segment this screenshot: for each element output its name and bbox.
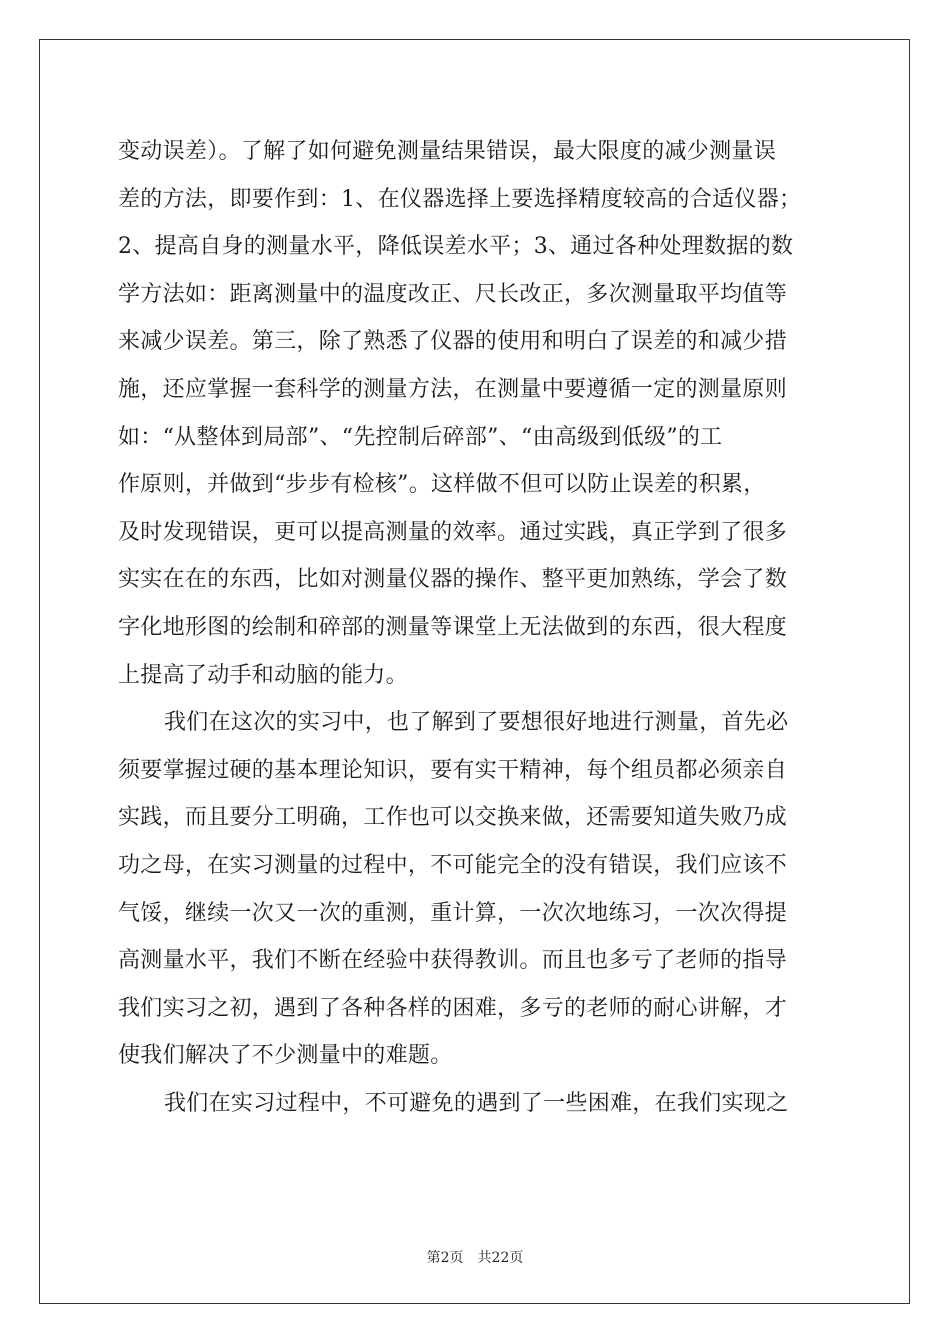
page-total: 共22页	[477, 1250, 524, 1266]
text-line: 及时发现错误，更可以提高测量的效率。通过实践，真正学到了很多	[118, 519, 788, 545]
text-line: 我们实习之初，遇到了各种各样的困难，多亏的老师的耐心讲解，才	[118, 995, 788, 1021]
text-line: 2、提高自身的测量水平，降低误差水平；3、通过各种处理数据的数	[118, 234, 794, 260]
text-line: 施，还应掌握一套科学的测量方法，在测量中要遵循一定的测量原则	[118, 376, 788, 402]
document-body	[118, 128, 838, 1127]
text-line: 作原则，并做到“步步有检核”。这样做不但可以防止误差的积累，	[118, 472, 766, 498]
text-line: 差的方法，即要作到：1、在仪器选择上要选择精度较高的合适仪器；	[118, 186, 802, 212]
text-line: 实践，而且要分工明确，工作也可以交换来做，还需要知道失败乃成	[118, 805, 788, 831]
text-line: 使我们解决了不少测量中的难题。	[118, 1043, 453, 1069]
text-line: 功之母，在实习测量的过程中，不可能完全的没有错误，我们应该不	[118, 852, 788, 878]
text-line: 气馁，继续一次又一次的重测，重计算，一次次地练习，一次次得提	[118, 900, 788, 926]
text-line: 字化地形图的绘制和碎部的测量等课堂上无法做到的东西，很大程度	[118, 614, 788, 640]
text-line: 高测量水平，我们不断在经验中获得教训。而且也多亏了老师的指导	[118, 948, 788, 974]
text-line: 须要掌握过硬的基本理论知识，要有实干精神，每个组员都必须亲自	[118, 757, 788, 783]
text-line: 上提高了动手和动脑的能力。	[118, 662, 408, 688]
paragraph-start-line: 我们在实习过程中，不可避免的遇到了一些困难，在我们实现之	[164, 1090, 789, 1116]
paragraph-start-line: 我们在这次的实习中，也了解到了要想很好地进行测量，首先必	[164, 710, 789, 736]
text-line: 学方法如：距离测量中的温度改正、尺长改正，多次测量取平均值等	[118, 281, 788, 307]
text-line: 实实在在的东西，比如对测量仪器的操作、整平更加熟练，学会了数	[118, 567, 788, 593]
page-number: 第2页	[426, 1250, 464, 1266]
text-line: 如：“从整体到局部”、“先控制后碎部”、“由高级到低级”的工	[118, 424, 723, 450]
page-footer	[0, 1247, 950, 1267]
text-line: 变动误差）。了解了如何避免测量结果错误，最大限度的减少测量误	[118, 139, 777, 164]
text-line: 来减少误差。第三，除了熟悉了仪器的使用和明白了误差的和减少措	[118, 329, 788, 355]
